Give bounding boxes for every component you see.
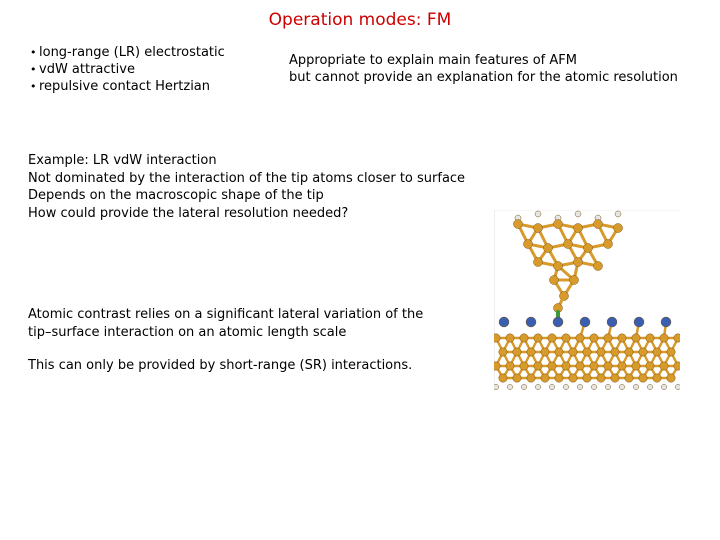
short-range-line: This can only be provided by short-range (SR) interactions. [28,358,413,373]
short-range-paragraph [28,357,412,375]
bullet-icon: • [30,46,37,59]
bullet-icon: • [30,80,37,93]
afm-note [289,52,678,86]
example-line: Depends on the macroscopic shape of the tip [28,188,324,203]
bullet-text: vdW attractive [39,62,135,77]
note-line: Appropriate to explain main features of AFM [289,53,577,68]
force-bullet-list [30,44,225,95]
bullet-item [30,44,225,61]
contrast-line: Atomic contrast relies on a significant lateral variation of the [28,307,424,322]
bullet-text: long-range (LR) electrostatic [39,45,225,60]
bullet-item [30,61,225,78]
note-line: but cannot provide an explanation for the atomic resolution [289,70,678,85]
bullet-text: repulsive contact Hertzian [39,79,211,94]
example-line: Not dominated by the interaction of the tip atoms closer to surface [28,170,466,186]
example-line: How could provide the lateral resolution needed? [28,205,349,221]
example-line: Example: LR vdW interaction [28,153,217,168]
bullet-item [30,78,225,95]
slide-title: Operation modes: FM [268,10,452,30]
example-paragraph [28,152,465,222]
contrast-line: tip–surface interaction on an atomic length scale [28,324,347,340]
tip-surface-atomic-model-image [494,210,680,390]
contrast-paragraph [28,306,423,341]
bullet-icon: • [30,63,37,76]
